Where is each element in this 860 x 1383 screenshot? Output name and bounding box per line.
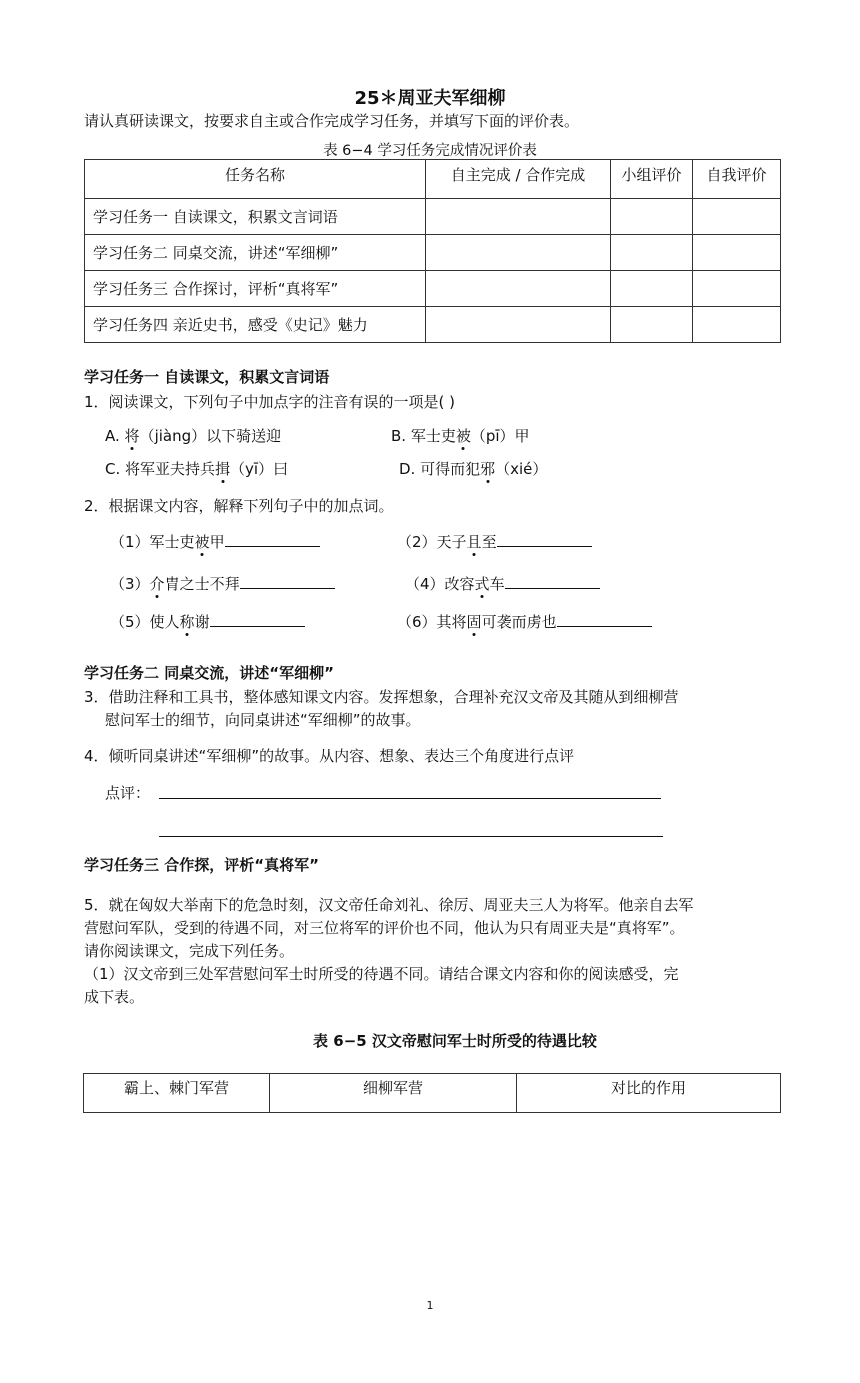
header-group-eval: 小组评价	[611, 160, 693, 199]
q2-item-dotted-char: 且	[466, 533, 482, 551]
table-row	[85, 307, 781, 343]
task-name-cell: 学习任务三 合作探讨，评析“真将军”	[85, 271, 426, 307]
question-5-line-1: 5．就在匈奴大举南下的危急时刻，汉文帝任命刘礼、徐厉、周亚夫三人为将军。他亲自去军	[84, 896, 694, 914]
header-xiliu: 细柳军营	[270, 1074, 517, 1113]
q2-item-2	[397, 530, 592, 552]
question-3-line-1: 3．借助注释和工具书，整体感知课文内容。发挥想象，合理补充汉文帝及其随从到细柳营	[84, 688, 679, 706]
group-eval-cell[interactable]	[611, 235, 693, 271]
q2-item-prefix: （5）使人	[110, 613, 180, 631]
completion-cell[interactable]	[426, 307, 611, 343]
option-a-dotted-char: 将	[124, 427, 140, 445]
subquestion-1-line-1: （1）汉文帝到三处军营慰问军士时所受的待遇不同。请结合课文内容和你的阅读感受，完	[84, 965, 679, 983]
table-6-5-caption: 表 6−5 汉文帝慰问军士时所受的待遇比较	[313, 1032, 597, 1050]
evaluation-table	[84, 159, 781, 343]
q2-item-prefix: （6）其将	[397, 613, 467, 631]
option-c-prefix: C. 将军亚夫持兵	[105, 460, 216, 478]
option-b-suffix: （pī）甲	[470, 427, 530, 445]
question-3-line-2: 慰问军士的细节，向同桌讲述“军细柳”的故事。	[105, 711, 421, 729]
subquestion-1-line-2: 成下表。	[84, 988, 145, 1006]
completion-cell[interactable]	[426, 199, 611, 235]
question-4: 4．倾听同桌讲述“军细柳”的故事。从内容、想象、表达三个角度进行点评	[84, 747, 575, 765]
header-completion: 自主完成 / 合作完成	[426, 160, 611, 199]
option-d-prefix: D. 可得而犯	[399, 460, 481, 478]
comment-answer-line-1[interactable]	[159, 798, 661, 799]
option-c-suffix: （yī）曰	[230, 460, 289, 478]
self-eval-cell[interactable]	[693, 307, 781, 343]
task2-heading: 学习任务二 同桌交流，讲述“军细柳”	[84, 664, 334, 682]
option-b-prefix: B. 军士吏	[391, 427, 456, 445]
q2-item-suffix: 胄之士不拜	[164, 575, 240, 593]
q2-item-6	[397, 610, 652, 632]
option-a[interactable]	[105, 425, 281, 446]
task3-heading: 学习任务三 合作探，评析“真将军”	[84, 856, 319, 874]
q2-item-4	[405, 572, 600, 594]
header-contrast-effect: 对比的作用	[517, 1074, 781, 1113]
table-6-4-caption: 表 6−4 学习任务完成情况评价表	[323, 143, 537, 159]
option-a-prefix: A.	[105, 427, 125, 445]
answer-blank[interactable]	[225, 530, 320, 547]
question-5-line-3: 请你阅读课文，完成下列任务。	[84, 942, 295, 960]
question-2-stem: 2．根据课文内容，解释下列句子中的加点词。	[84, 497, 394, 515]
table-row	[85, 199, 781, 235]
q2-item-dotted-char: 式	[474, 575, 490, 593]
q2-item-prefix: （2）天子	[397, 533, 467, 551]
header-task-name: 任务名称	[85, 160, 426, 199]
group-eval-cell[interactable]	[611, 271, 693, 307]
option-d[interactable]	[399, 458, 547, 479]
task1-heading: 学习任务一 自读课文，积累文言词语	[84, 368, 330, 386]
q2-item-prefix: （3）	[110, 575, 150, 593]
answer-blank[interactable]	[557, 610, 652, 627]
completion-cell[interactable]	[426, 271, 611, 307]
option-b-dotted-char: 被	[455, 427, 471, 445]
answer-blank[interactable]	[505, 572, 600, 589]
table-row	[85, 235, 781, 271]
q2-item-5	[110, 610, 305, 632]
q2-item-dotted-char: 称	[179, 613, 195, 631]
q2-item-dotted-char: 介	[149, 575, 165, 593]
option-c-dotted-char: 揖	[215, 460, 231, 478]
page-title: 25＊周亚夫军细柳	[354, 88, 506, 109]
completion-cell[interactable]	[426, 235, 611, 271]
task-name-cell: 学习任务二 同桌交流，讲述“军细柳”	[85, 235, 426, 271]
answer-blank[interactable]	[240, 572, 335, 589]
question-5-line-2: 营慰问军队，受到的待遇不同，对三位将军的评价也不同，他认为只有周亚夫是“真将军”。	[84, 919, 685, 937]
table-header-row	[85, 160, 781, 199]
q2-item-suffix: 车	[489, 575, 505, 593]
option-a-suffix: （jiàng）以下骑送迎	[139, 427, 282, 445]
option-b[interactable]	[391, 425, 530, 446]
question-1-stem: 1．阅读课文，下列句子中加点字的注音有误的一项是( )	[84, 393, 456, 411]
q2-item-suffix: 可袭而虏也	[481, 613, 557, 631]
header-self-eval: 自我评价	[693, 160, 781, 199]
header-bashang-jimen: 霸上、棘门军营	[84, 1074, 270, 1113]
q2-item-prefix: （4）改容	[405, 575, 475, 593]
q2-item-suffix: 甲	[209, 533, 225, 551]
self-eval-cell[interactable]	[693, 199, 781, 235]
option-d-suffix: （xié）	[495, 460, 548, 478]
q2-item-1	[110, 530, 320, 552]
comment-answer-line-2[interactable]	[159, 836, 663, 837]
option-d-dotted-char: 邪	[480, 460, 496, 478]
page-number: 1	[426, 1299, 434, 1312]
comparison-table	[83, 1073, 781, 1113]
group-eval-cell[interactable]	[611, 307, 693, 343]
intro-text: 请认真研读课文，按要求自主或合作完成学习任务，并填写下面的评价表。	[84, 112, 580, 130]
q2-item-prefix: （1）军士吏	[110, 533, 195, 551]
option-c[interactable]	[105, 458, 288, 479]
comment-label: 点评：	[105, 784, 151, 802]
self-eval-cell[interactable]	[693, 271, 781, 307]
q2-item-suffix: 谢	[194, 613, 210, 631]
q2-item-suffix: 至	[481, 533, 497, 551]
table-row	[85, 271, 781, 307]
answer-blank[interactable]	[497, 530, 592, 547]
answer-blank[interactable]	[210, 610, 305, 627]
group-eval-cell[interactable]	[611, 199, 693, 235]
task-name-cell: 学习任务一 自读课文，积累文言词语	[85, 199, 426, 235]
q2-item-dotted-char: 固	[466, 613, 482, 631]
q2-item-dotted-char: 被	[194, 533, 210, 551]
table-header-row	[84, 1074, 781, 1113]
task-name-cell: 学习任务四 亲近史书，感受《史记》魅力	[85, 307, 426, 343]
q2-item-3	[110, 572, 335, 594]
self-eval-cell[interactable]	[693, 235, 781, 271]
